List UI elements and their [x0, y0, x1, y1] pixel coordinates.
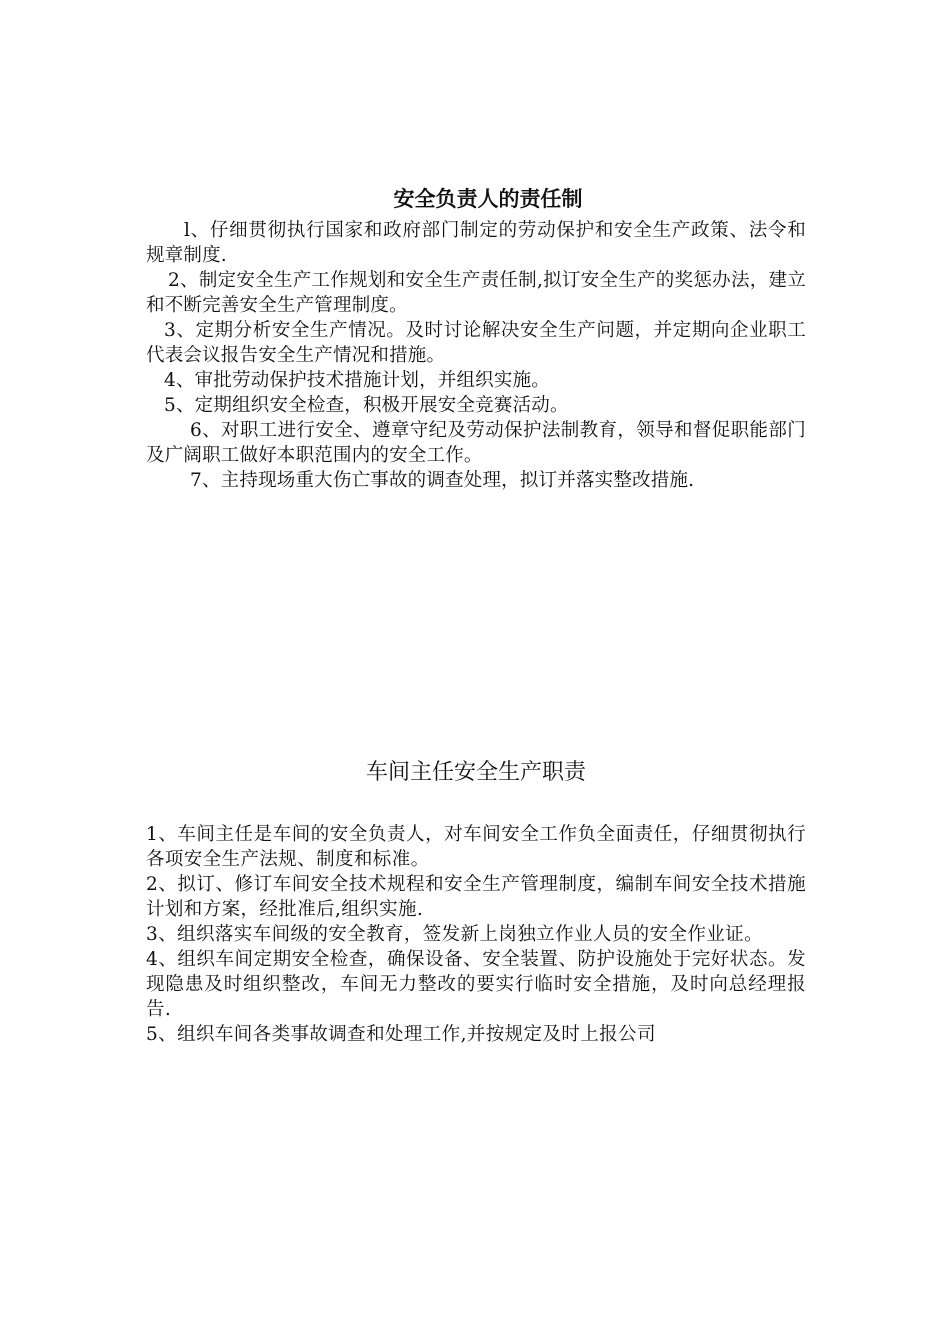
section-paragraph: 5、定期组织安全检查，积极开展安全竞赛活动。: [164, 395, 569, 416]
section-paragraph: 2、拟订、修订车间安全技术规程和安全生产管理制度，编制车间安全技术措施计划和方案，经批准后,组织实施.: [146, 874, 806, 920]
section-paragraph: 3、定期分析安全生产情况。及时讨论解决安全生产问题，并定期向企业职工代表会议报告安全生产情况和措施。: [146, 320, 806, 366]
section-paragraph: 2、制定安全生产工作规划和安全生产责任制,拟订安全生产的奖惩办法，建立和不断完善安全生产管理制度。: [146, 270, 806, 316]
section-paragraph: 3、组织落实车间级的安全教育，签发新上岗独立作业人员的安全作业证。: [146, 924, 763, 945]
section-title: 车间主任安全生产职责: [365, 760, 586, 785]
section-paragraph: 1、车间主任是车间的安全负责人，对车间安全工作负全面责任，仔细贯彻执行各项安全生产法规、制度和标准。: [146, 824, 806, 870]
workshop-director-section: [146, 756, 806, 1047]
section-paragraph: 6、对职工进行安全、遵章守纪及劳动保护法制教育，领导和督促职能部门及广阔职工做好本职范围内的安全工作。: [146, 420, 806, 466]
section-title: 安全负责人的责任制: [393, 187, 583, 211]
section-paragraph: 4、组织车间定期安全检查，确保设备、安全装置、防护设施处于完好状态。发现隐患及时组织整改，车间无力整改的要实行临时安全措施，及时向总经理报告.: [146, 949, 806, 1020]
safety-leader-section: [146, 182, 806, 493]
section-paragraph: 5、组织车间各类事故调查和处理工作,并按规定及时上报公司: [146, 1024, 656, 1045]
section-paragraph: l、仔细贯彻执行国家和政府部门制定的劳动保护和安全生产政策、法令和规章制度.: [146, 220, 806, 266]
section-paragraph: 4、审批劳动保护技术措施计划，并组织实施。: [164, 370, 550, 391]
section-paragraph: 7、主持现场重大伤亡事故的调查处理，拟订并落实整改措施.: [190, 470, 695, 491]
